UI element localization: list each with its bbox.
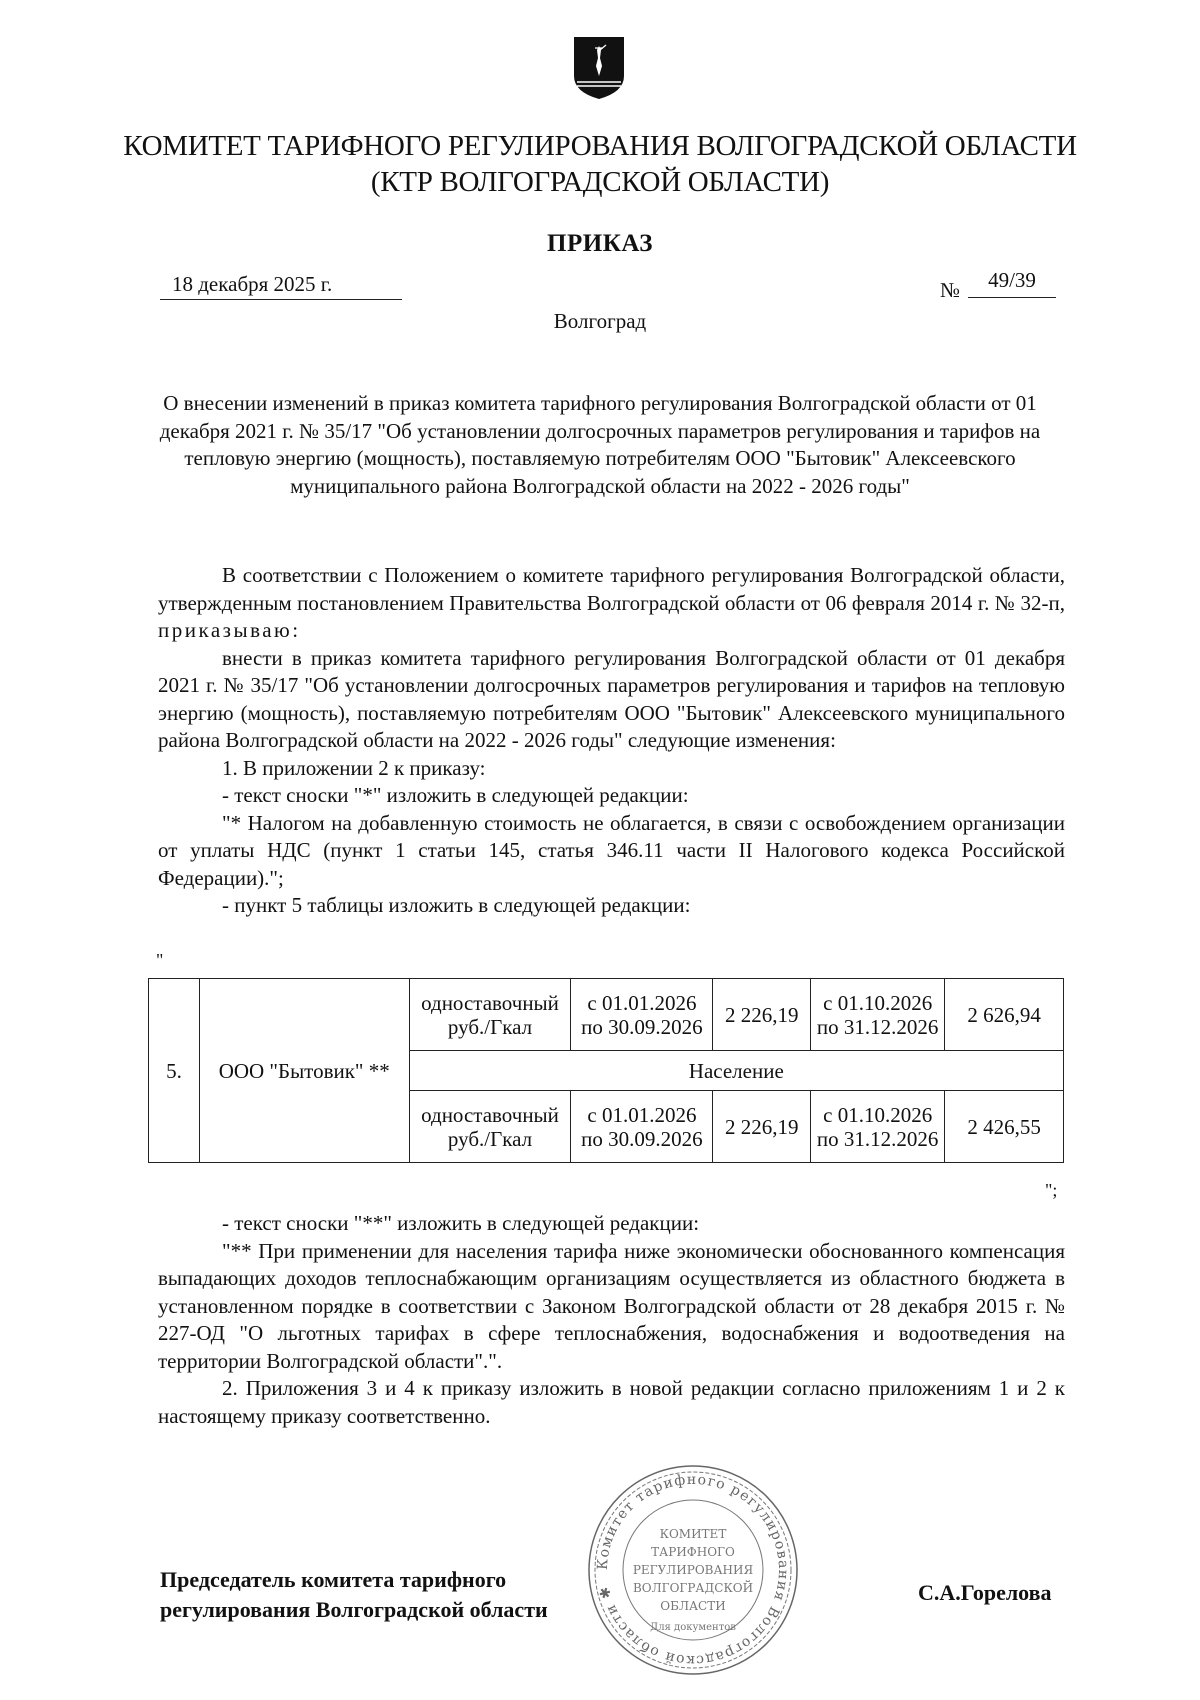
svg-text:Комитет тарифного регулировани: Комитет тарифного регулирования Волгоградской области ✱ [594,1471,792,1669]
footnote1-intro: - текст сноски "*" изложить в следующей редакции: [222,783,689,807]
svg-text:Для документов: Для документов [650,1622,736,1633]
official-seal-stamp [583,1460,803,1680]
order-word: приказываю: [158,618,301,642]
period-1: с 01.01.2026 по 30.09.2026 [571,979,713,1051]
table-row [149,979,1064,1051]
organization-name: КОМИТЕТ ТАРИФНОГО РЕГУЛИРОВАНИЯ ВОЛГОГРАДСКОЙ ОБЛАСТИ [123,130,1077,162]
period-2: с 01.10.2026 по 31.12.2026 [811,1091,945,1163]
svg-text:ТАРИФНОГО: ТАРИФНОГО [651,1545,735,1559]
body-lower [158,1210,1065,1430]
amend-paragraph: внести в приказ комитета тарифного регулирования Волгоградской области от 01 декабря 2021 г. № 35/17 "Об установлении долгосрочных параметров регулирования и тарифов на тепловую энергию (мощность), поставляемую потребителям ООО "Бытовик" Алексеевского муниципального района Волгоградской области на 2022 - 2026 годы" следующие изменения: [158,645,1065,752]
row-number: 5. [149,979,200,1163]
footnote2-text: "** При применении для населения тарифа ниже экономически обоснованного компенсация выпадающих доходов теплоснабжающим организациям осуществляется из областного бюджета в установленном порядке в соответствии с Законом Волгоградской области от 28 декабря 2015 г. № 227-ОД "О льготных тарифах в сфере теплоснабжения, водоснабжения и водоотведения на территории Волгоградской области".". [158,1238,1065,1373]
intro-paragraph [158,562,1065,645]
population-label: Население [409,1051,1063,1091]
value-1: 2 226,19 [713,1091,811,1163]
footnote1-text: "* Налогом на добавленную стоимость не облагается, в связи с освобождением организации от уплаты НДС (пункт 1 статьи 145, статья 346.11 части II Налогового кодекса Российской Федерации)."; [158,810,1065,890]
item-1: 1. В приложении 2 к приказу: [222,755,486,780]
footnote2-intro: - текст сноски "**" изложить в следующей редакции: [222,1211,700,1235]
document-subject: О внесении изменений в приказ комитета тарифного регулирования Волгоградской области от 01 декабря 2021 г. № 35/17 "Об установлении долгосрочных параметров регулирования и тарифов на тепловую энергию (мощность), поставляемую потребителям ООО "Бытовик" Алексеевского муниципального района Волгоградской области на 2022 - 2026 годы" [159,391,1041,498]
organization-abbreviation: (КТР ВОЛГОГРАДСКОЙ ОБЛАСТИ) [370,166,830,198]
tariff-type: одноставочный руб./Гкал [409,979,571,1051]
signatory-title [160,1565,548,1625]
value-1: 2 226,19 [713,979,811,1051]
svg-text:ВОЛГОГРАДСКОЙ: ВОЛГОГРАДСКОЙ [632,1581,754,1595]
document-city: Волгоград [553,309,647,333]
quote-open: " [156,950,164,970]
svg-text:КОМИТЕТ: КОМИТЕТ [659,1527,727,1541]
document-type: ПРИКАЗ [547,230,653,257]
quote-close: "; [1045,1180,1058,1200]
signatory-title-line2: регулирования Волгоградской области [160,1597,548,1622]
value-2: 2 626,94 [945,979,1064,1051]
tariff-table [148,978,1064,1163]
number-label: № [940,278,961,302]
document-number: 49/39 [968,268,1056,298]
tariff-type: одноставочный руб./Гкал [409,1091,571,1163]
document-date: 18 декабря 2025 г. [160,272,402,300]
period-1: с 01.01.2026 по 30.09.2026 [571,1091,713,1163]
period-2: с 01.10.2026 по 31.12.2026 [811,979,945,1051]
body-upper [158,562,1065,920]
organization-cell: ООО "Бытовик" ** [199,979,409,1163]
svg-text:РЕГУЛИРОВАНИЯ: РЕГУЛИРОВАНИЯ [632,1563,754,1577]
item-2: 2. Приложения 3 и 4 к приказу изложить в новой редакции согласно приложениям 1 и 2 к настоящему приказу соответственно. [158,1376,1065,1428]
signatory-name: С.А.Горелова [918,1580,1052,1605]
intro-text: В соответствии с Положением о комитете тарифного регулирования Волгоградской области, утвержденным постановлением Правительства Волгоградской области от 06 февраля 2014 г. № 32-п, [158,563,1065,615]
value-2: 2 426,55 [945,1091,1064,1163]
table-intro: - пункт 5 таблицы изложить в следующей редакции: [222,893,691,917]
svg-text:ОБЛАСТИ: ОБЛАСТИ [660,1599,726,1613]
volgograd-emblem-icon [573,36,625,100]
signatory-title-line1: Председатель комитета тарифного [160,1567,507,1592]
